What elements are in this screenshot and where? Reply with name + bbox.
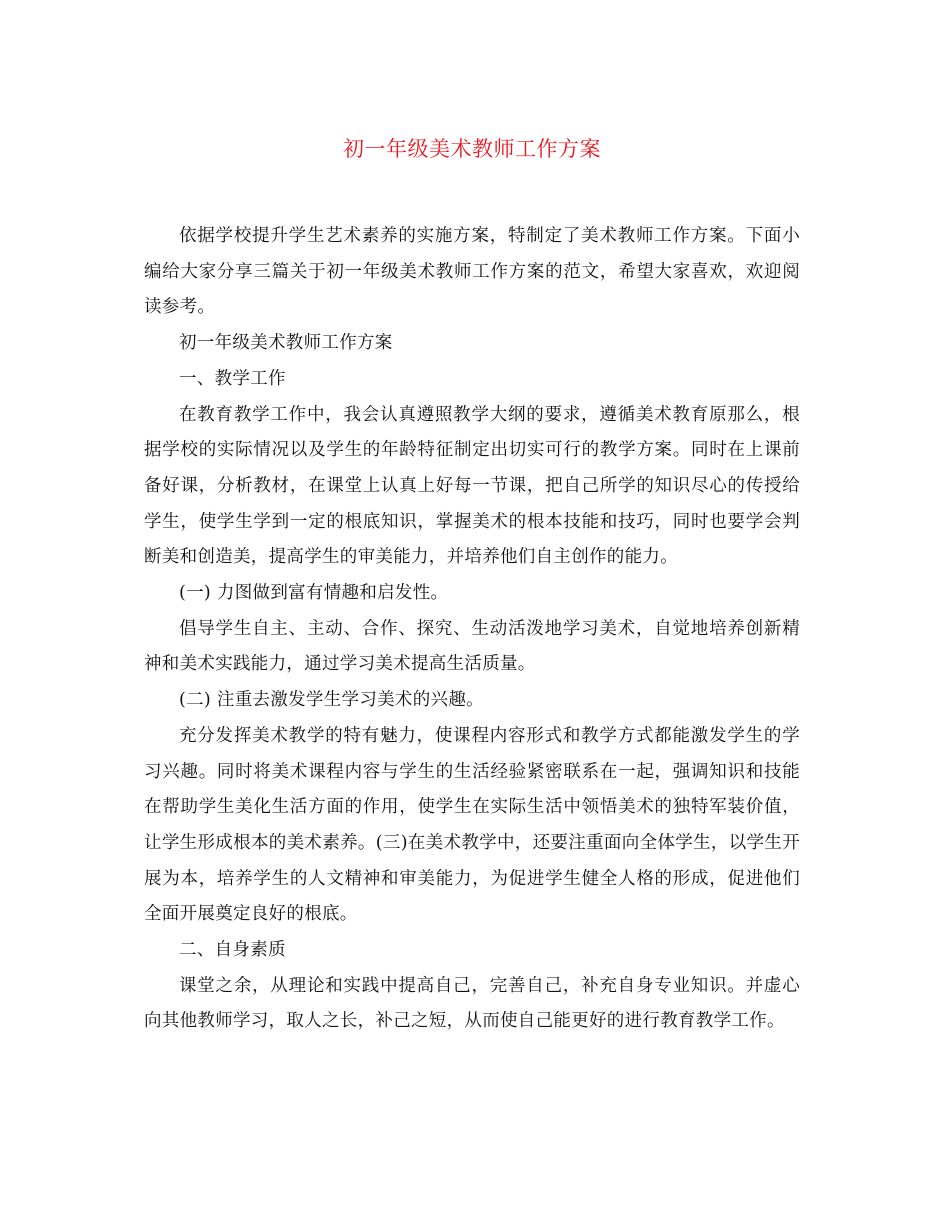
heading-stimulate-interest: (二) 注重去激发学生学习美术的兴趣。: [179, 690, 484, 711]
paragraph-teaching-work: 在教育教学工作中，我会认真遵照教学大纲的要求，遵循美术教育原那么，根据学校的实际情况以及学生的年龄特征制定出切实可行的教学方案。同时在上课前备好课，分析教材，在课堂上认真上好每一节课，把自己所学的知识尽心的传授给学生，使学生学到一定的根底知识，掌握美术的根本技能和技巧，同时也要学会判断美和创造美，提高学生的审美能力，并培养他们自主创作的能力。: [144, 404, 800, 568]
document-body: [144, 219, 800, 1040]
heading-self-quality: 二、自身素质: [179, 940, 286, 961]
document-page: [144, 0, 800, 1230]
paragraph-self-quality: 课堂之余，从理论和实践中提高自己，完善自己，补充自身专业知识。并虚心向其他教师学习，取人之长，补己之短，从而使自己能更好的进行教育教学工作。: [144, 975, 800, 1032]
document-title: 初一年级美术教师工作方案: [343, 137, 601, 161]
paragraph-interest-inspiration: 倡导学生自主、主动、合作、探究、生动活泼地学习美术，自觉地培养创新精神和美术实践能力，通过学习美术提高生活质量。: [144, 618, 800, 675]
paragraph-subtitle: 初一年级美术教师工作方案: [179, 333, 393, 354]
heading-interest-inspiration: (一) 力图做到富有情趣和启发性。: [179, 583, 449, 604]
heading-teaching-work: 一、教学工作: [179, 368, 286, 389]
paragraph-stimulate-interest: 充分发挥美术教学的特有魅力，使课程内容形式和教学方式都能激发学生的学习兴趣。同时将美术课程内容与学生的生活经验紧密联系在一起，强调知识和技能在帮助学生美化生活方面的作用，使学生在实际生活中领悟美术的独特军装价值，让学生形成根本的美术素养。(三)在美术教学中，还要注重面向全体学生，以学生开展为本，培养学生的人文精神和审美能力，为促进学生健全人格的形成，促进他们全面开展奠定良好的根底。: [144, 725, 800, 925]
paragraph-intro: 依据学校提升学生艺术素养的实施方案，特制定了美术教师工作方案。下面小编给大家分享三篇关于初一年级美术教师工作方案的范文，希望大家喜欢，欢迎阅读参考。: [144, 226, 800, 318]
